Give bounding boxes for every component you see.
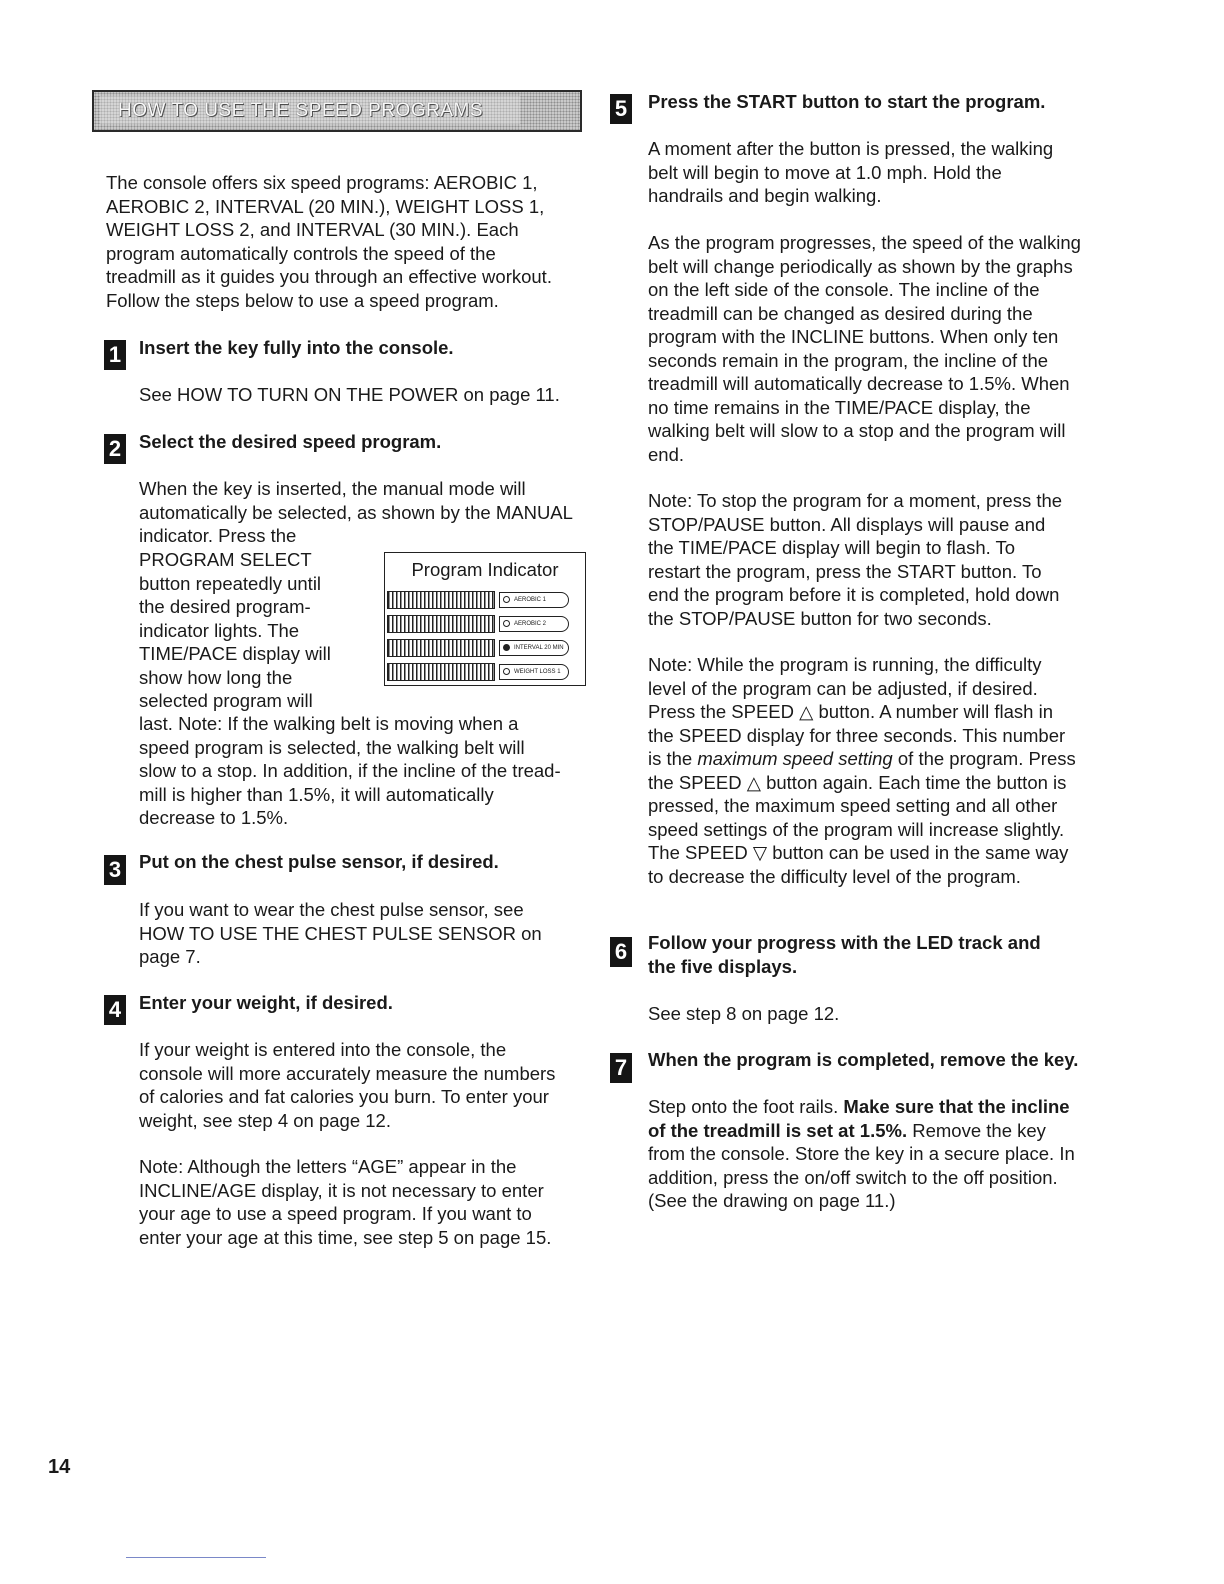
program-led-label [499, 592, 569, 608]
program-led-text: AEROBIC 1 [514, 597, 547, 603]
text-line: indicator lights. The [139, 619, 300, 641]
text-line: automatically be selected, as shown by the MANUAL [139, 501, 573, 523]
text-line: PROGRAM SELECT [139, 549, 312, 570]
step-number-5: 5 [610, 94, 632, 124]
text-line: on the left side of the console. The incline of the [648, 279, 1040, 300]
text-line: indicator. Press the [139, 525, 297, 546]
text-line: to decrease the difficulty level of the program. [648, 865, 1021, 887]
step-4-body [139, 1038, 555, 1132]
text-line: program with the INCLINE buttons. When only ten [648, 326, 1059, 347]
text-line: Follow the steps below to use a speed program. [106, 289, 499, 311]
text-line: decrease to 1.5%. [139, 807, 289, 828]
program-led-label [499, 640, 569, 656]
text-line: of calories and fat calories you burn. To enter your [139, 1086, 549, 1107]
speed-graph-bars [387, 663, 495, 681]
text-line: AEROBIC 2, INTERVAL (20 MIN.), WEIGHT LOSS 1, [106, 195, 545, 217]
led-icon [503, 596, 510, 603]
step-1-title: Insert the key fully into the console. [139, 337, 454, 358]
footer-rule [126, 1557, 266, 1558]
text-line: no time remains in the TIME/PACE display, the [648, 396, 1031, 418]
text-line [648, 747, 1076, 771]
speed-graph-bars [387, 615, 495, 633]
text-line: addition, press the on/off switch to the off position. [648, 1166, 1058, 1188]
text-run: of the program. Press [892, 748, 1076, 769]
text-line: slow to a stop. In addition, if the incline of the tread- [139, 760, 561, 781]
text-line: console will more accurately measure the numbers [139, 1062, 556, 1084]
text-line: end. [648, 443, 685, 465]
text-line: pressed, the maximum speed setting and all other [648, 795, 1058, 816]
text-line: end the program before it is completed, hold down [648, 584, 1060, 605]
program-indicator-title: Program Indicator [411, 559, 559, 580]
led-icon [503, 668, 510, 675]
led-lit-icon [503, 644, 510, 651]
text-line: mill is higher than 1.5%, it will automatically [139, 783, 494, 805]
step-2-body-bottom [139, 712, 561, 830]
text-line: STOP/PAUSE button. All displays will pause and [648, 513, 1046, 535]
indicator-row [387, 591, 569, 611]
program-led-text: WEIGHT LOSS 1 [514, 669, 561, 675]
section-header [92, 90, 582, 132]
text-line: HOW TO USE THE CHEST PULSE SENSOR on [139, 922, 542, 944]
text-line: button repeatedly until [139, 572, 322, 594]
text-line: Press the SPEED △ button. A number will flash in [648, 701, 1053, 722]
text-line: seconds remain in the program, the incline of the [648, 349, 1049, 371]
text-line: selected program will [139, 690, 313, 711]
step-5-paragraph-3 [648, 489, 1062, 630]
text-line: If your weight is entered into the console, the [139, 1039, 507, 1060]
text-line: belt will change periodically as shown by the graphs [648, 255, 1073, 277]
text-line: level of the program can be adjusted, if desired. [648, 677, 1038, 699]
text-line: last. Note: If the walking belt is moving when a [139, 713, 519, 734]
program-led-label [499, 616, 569, 632]
step-7-title: When the program is completed, remove the key. [648, 1049, 1079, 1070]
step-number-3: 3 [104, 855, 126, 885]
text-run: Remove the key [907, 1119, 1046, 1141]
text-line: belt will begin to move at 1.0 mph. Hold the [648, 161, 1002, 183]
italic-phrase: maximum speed setting [697, 748, 893, 769]
text-line: A moment after the button is pressed, the walking [648, 138, 1054, 159]
text-line: from the console. Store the key in a secure place. In [648, 1143, 1075, 1164]
text-line: enter your age at this time, see step 5 on page 15. [139, 1226, 552, 1248]
text-line: treadmill as it guides you through an effective workout. [106, 266, 552, 287]
text-line: speed program is selected, the walking belt will [139, 736, 525, 758]
text-line: show how long the [139, 666, 293, 688]
program-led-text: AEROBIC 2 [514, 621, 547, 627]
step-5-title: Press the START button to start the program. [648, 91, 1046, 112]
speed-graph-bars [387, 591, 495, 609]
text-line: (See the drawing on page 11.) [648, 1190, 896, 1211]
text-run: Step onto the foot rails. [648, 1096, 844, 1117]
speed-graph-bars [387, 639, 495, 657]
text-line: handrails and begin walking. [648, 185, 882, 206]
text-line: As the program progresses, the speed of the walking [648, 232, 1081, 253]
text-line: See step 8 on page 12. [648, 1003, 840, 1024]
text-line: the STOP/PAUSE button for two seconds. [648, 607, 992, 629]
step-number-4: 4 [104, 995, 126, 1025]
step-6-title [648, 931, 1041, 979]
text-line: the TIME/PACE display will begin to flash. To [648, 537, 1016, 558]
bold-phrase: Make sure that the incline [843, 1096, 1070, 1117]
indicator-row [387, 663, 569, 683]
text-line: the desired program- [139, 596, 311, 617]
step-number-2: 2 [104, 434, 126, 464]
text-line: WEIGHT LOSS 2, and INTERVAL (30 MIN.). Each [106, 219, 519, 240]
text-line: your age to use a speed program. If you want to [139, 1203, 532, 1224]
step-number-6: 6 [610, 937, 632, 967]
step-2-body-top [139, 477, 573, 548]
text-line: the SPEED △ button again. Each time the button is [648, 771, 1067, 793]
text-line: walking belt will slow to a stop and the program will [648, 420, 1066, 441]
step-3-title: Put on the chest pulse sensor, if desired. [139, 851, 499, 872]
text-line: Note: To stop the program for a moment, press the [648, 490, 1063, 511]
program-led-label [499, 664, 569, 680]
bold-phrase: of the treadmill is set at 1.5%. [648, 1119, 908, 1141]
text-line: restart the program, press the START button. To [648, 560, 1042, 582]
title-line: the five displays. [648, 956, 798, 977]
step-3-body [139, 898, 542, 969]
step-4-note [139, 1155, 551, 1249]
text-line: treadmill can be changed as desired during the [648, 302, 1033, 324]
text-line: program automatically controls the speed of the [106, 242, 496, 264]
led-icon [503, 620, 510, 627]
text-line: page 7. [139, 946, 201, 967]
step-2-body-wrap [139, 548, 331, 713]
step-7-body [648, 1095, 1075, 1213]
text-line: the SPEED display for three seconds. This number [648, 724, 1066, 746]
indicator-row [387, 639, 569, 659]
step-6-body [648, 1002, 839, 1026]
text-line: weight, see step 4 on page 12. [139, 1109, 391, 1131]
text-line: treadmill will automatically decrease to 1.5%. When [648, 373, 1070, 394]
step-number-7: 7 [610, 1053, 632, 1083]
text-line: Note: While the program is running, the difficulty [648, 654, 1042, 675]
step-4-title: Enter your weight, if desired. [139, 992, 393, 1013]
intro-paragraph [106, 171, 552, 312]
text-line: speed settings of the program will increase slightly. [648, 818, 1065, 840]
text-line [648, 1119, 1075, 1143]
title-line: Follow your progress with the LED track and [648, 932, 1041, 953]
text-line: TIME/PACE display will [139, 643, 331, 664]
text-line: See HOW TO TURN ON THE POWER on page 11. [139, 384, 560, 405]
step-5-paragraph-2 [648, 231, 1081, 466]
step-5-paragraph-4 [648, 653, 1076, 888]
program-led-text: INTERVAL 20 MIN [514, 645, 564, 651]
step-1-body [139, 383, 560, 407]
text-run: is the [648, 748, 698, 769]
step-number-1: 1 [104, 340, 126, 370]
step-5-paragraph-1 [648, 137, 1053, 208]
indicator-row [387, 615, 569, 635]
text-line [648, 1095, 1075, 1119]
text-line: The SPEED ▽ button can be used in the same way [648, 842, 1069, 863]
text-line: INCLINE/AGE display, it is not necessary to enter [139, 1179, 544, 1201]
text-line: Note: Although the letters “AGE” appear in the [139, 1156, 517, 1177]
text-line: The console offers six speed programs: AEROBIC 1, [106, 172, 538, 193]
step-2-title: Select the desired speed program. [139, 431, 442, 452]
text-line: When the key is inserted, the manual mode will [139, 478, 526, 499]
page-number: 14 [48, 1456, 71, 1478]
program-indicator-illustration [384, 552, 586, 686]
text-line: If you want to wear the chest pulse sensor, see [139, 899, 524, 920]
section-title: HOW TO USE THE SPEED PROGRAMS [118, 100, 484, 121]
